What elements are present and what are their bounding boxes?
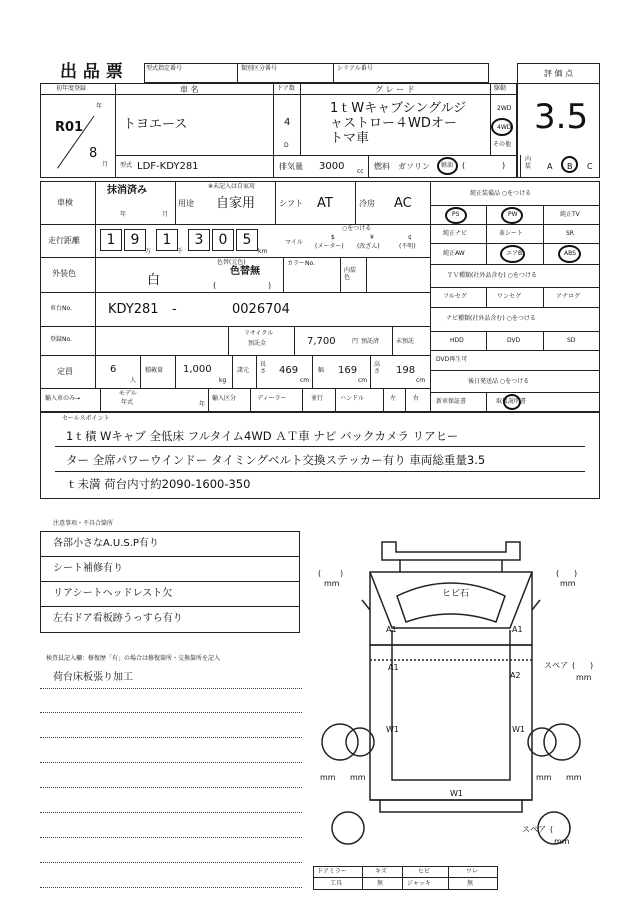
damage-diagram [300,530,600,870]
header-fields [144,63,489,83]
height-value: 198 [396,365,416,376]
color-change-value: 色替無 [230,266,260,277]
page-title: 出 品 票 [60,62,123,82]
length-value: 469 [279,365,299,376]
sales-line-1: 1ｔ積 Wキャブ 全低床 フルタイム4WD ＡＴ車 ナビ バックカメラ リアヒー [66,429,459,443]
first-reg-month: 8 [89,146,98,161]
model-value: LDF-KDY281 [137,161,199,172]
airbag-circle [500,245,525,263]
note-item: リアシートヘッドレスト欠 [53,588,173,599]
spare-label: スペア [522,825,546,834]
chassis-prefix: KDY281 [108,302,159,317]
svg-text:mm: mm [576,673,592,682]
drive-4wd-circle [491,118,513,136]
usage-value: 自家用 [216,196,256,211]
shift-value: AT [317,196,333,211]
svg-text:): ) [574,569,578,578]
svg-text:): ) [568,825,572,834]
svg-text:mm: mm [560,579,576,588]
model-cert-no-label: 型式指定番号 [146,65,183,72]
capacity-value: 6 [110,364,117,375]
note-item: 左右ドア看板跡うっすら有り [53,613,183,624]
svg-text:(: ( [318,569,322,578]
mileage-digits: 1 9 1 3 0 5 [100,229,258,251]
damage-a1: A1 [388,663,399,672]
sales-line-2: ター 全席パワーウインドー タイミングベルト交換ステッカー有り 車両総重量3.5 [66,453,486,467]
svg-text:mm: mm [554,837,570,846]
score-value: 3.5 [534,97,589,137]
first-reg-label: 初年度登録 [56,85,87,92]
chassis-number: 0026704 [232,302,290,317]
damage-a1: A1 [512,625,523,634]
interior-b-circle [561,156,578,173]
recycle-value: 7,700 [307,336,336,347]
serial-no-label: シリアル番号 [337,65,373,72]
damage-a1: A1 [386,625,397,634]
svg-text:(: ( [556,569,560,578]
svg-text:mm: mm [536,773,552,782]
type-class-no-label: 類別区分番号 [241,65,278,72]
inspector-item: 荷台床板張り加工 [53,672,133,683]
grade-line-1: 1ｔWキャブシングルジ [330,101,467,116]
note-item: 各部小さなA.U.S.P有り [53,538,159,549]
inspection-value: 抹消済み [107,185,147,196]
note-item: シート補修有り [53,563,123,574]
load-value: 1,000 [183,364,212,375]
ps-circle [445,207,467,224]
damage-w1: W1 [450,789,463,798]
ac-value: AC [394,196,412,211]
doors-value: 4 [284,117,291,128]
svg-text:(: ( [572,661,576,670]
color-value: 白 [147,273,161,288]
displacement-value: 3000 [319,161,345,172]
grade-label: グ レ ー ド [375,85,415,94]
damage-a2: A2 [510,671,521,680]
svg-text:mm: mm [566,773,582,782]
glass-mark: ヒビ石 [442,589,470,599]
svg-text:(: ( [550,825,554,834]
svg-text:mm: mm [320,773,336,782]
svg-text:): ) [340,569,344,578]
fuel-value: ガソリン [398,162,430,171]
first-reg-year: R01 [55,120,84,135]
damage-w1: W1 [512,725,525,734]
pw-circle [501,207,523,224]
damage-w1: W1 [386,725,399,734]
grade-line-3: トマ車 [330,131,370,146]
sales-line-3: ｔ未満 荷台内寸約2090-1600-350 [66,477,251,491]
score-label: 評 価 点 [544,69,574,78]
car-name-value: トヨエース [123,117,188,132]
width-value: 169 [338,365,358,376]
grade-line-2: ャストロー４WDオー [330,116,457,131]
svg-text:): ) [590,661,594,670]
diesel-circle [437,157,458,175]
svg-text:mm: mm [350,773,366,782]
manual-circle [503,394,521,410]
abs-circle [558,245,581,263]
spare-label: スペア [544,661,568,670]
svg-text:mm: mm [324,579,340,588]
car-name-label: 車 名 [180,85,199,94]
